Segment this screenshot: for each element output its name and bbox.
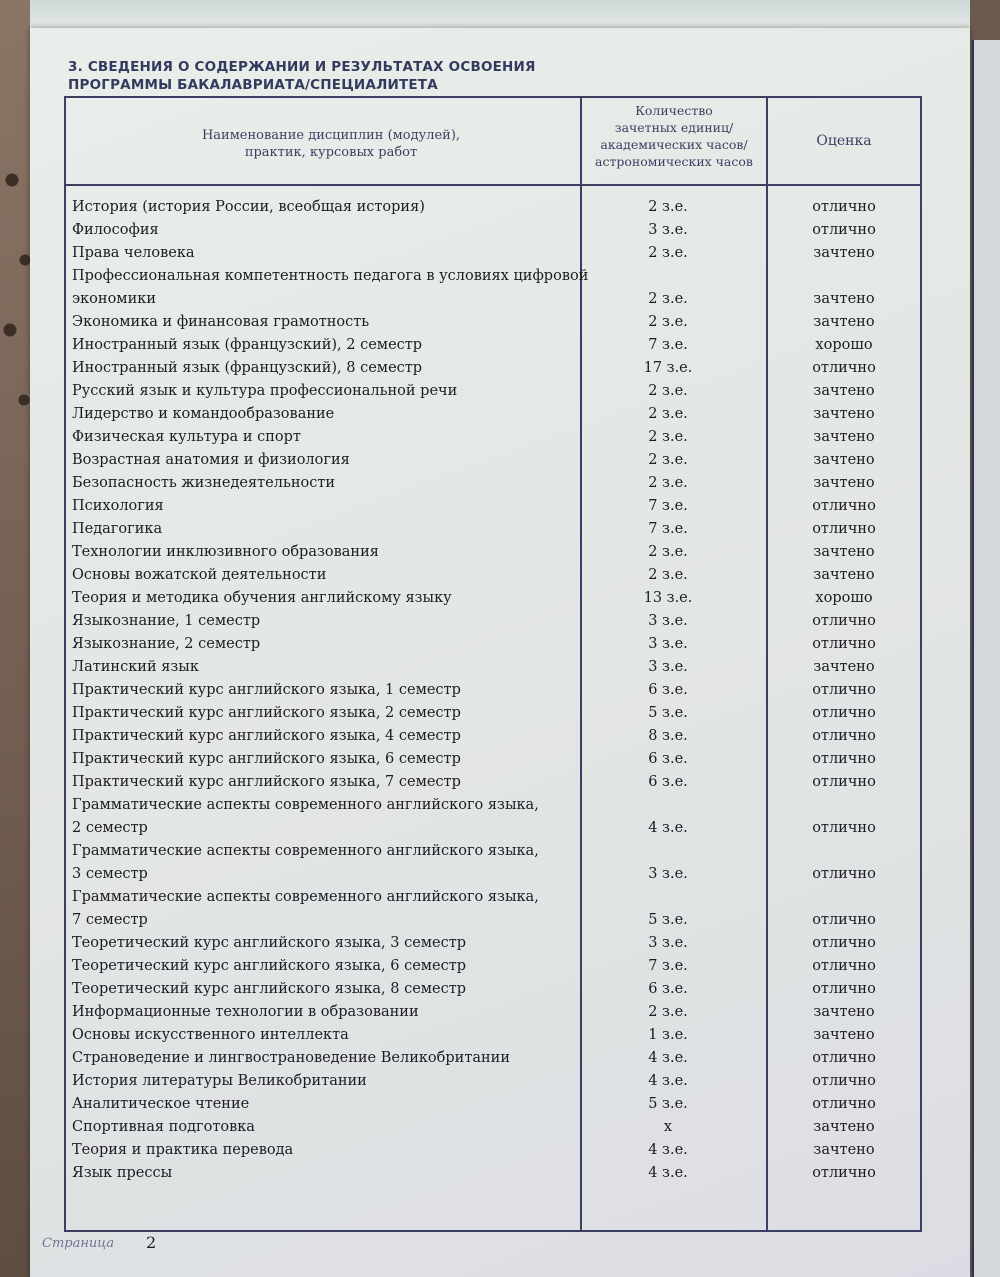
- credits-value: 2 з.е.: [648, 406, 688, 422]
- table-row: [64, 840, 922, 886]
- discipline-name-line1: Психология: [72, 498, 164, 514]
- discipline-name: [72, 978, 572, 1001]
- table-row: [64, 1070, 922, 1093]
- grade-value: зачтено: [813, 1119, 875, 1135]
- discipline-name: [72, 472, 572, 495]
- discipline-name-line1: Практический курс английского языка, 2 семестр: [72, 705, 461, 721]
- grade-value: хорошо: [815, 337, 873, 353]
- section-title-line1: 3. СВЕДЕНИЯ О СОДЕРЖАНИИ И РЕЗУЛЬТАТАХ ОСВОЕНИЯ: [68, 59, 536, 75]
- discipline-name: [72, 1070, 572, 1093]
- discipline-name: [72, 702, 572, 725]
- table-row: [64, 311, 922, 334]
- grade-value: зачтено: [813, 452, 875, 468]
- credits-value: 4 з.е.: [648, 820, 688, 836]
- discipline-name-line1: Грамматические аспекты современного английского языка,: [72, 889, 539, 905]
- grade-value: отлично: [812, 613, 876, 629]
- discipline-name: [72, 1001, 572, 1024]
- discipline-name: [72, 679, 572, 702]
- grade-value: отлично: [812, 521, 876, 537]
- discipline-name: [72, 219, 572, 242]
- table-row: [64, 518, 922, 541]
- grade-value: отлично: [812, 498, 876, 514]
- credits-value: 6 з.е.: [648, 774, 688, 790]
- credits-value: 7 з.е.: [648, 521, 688, 537]
- page-number: 2: [146, 1233, 157, 1252]
- table-row: [64, 334, 922, 357]
- discipline-name-line1: Физическая культура и спорт: [72, 429, 301, 445]
- grade-value: зачтено: [813, 1027, 875, 1043]
- discipline-name-line1: Профессиональная компетентность педагога в условиях цифровой: [72, 268, 589, 284]
- grade-value: зачтено: [813, 429, 875, 445]
- table-row: [64, 955, 922, 978]
- table-row: [64, 472, 922, 495]
- discipline-name-line1: Педагогика: [72, 521, 163, 537]
- discipline-name-line1: Практический курс английского языка, 6 семестр: [72, 751, 461, 767]
- discipline-name-line1: Основы искусственного интеллекта: [72, 1027, 349, 1043]
- credits-value: x: [663, 1119, 673, 1135]
- grade-value: отлично: [812, 981, 876, 997]
- discipline-name-line1: Философия: [72, 222, 159, 238]
- discipline-name: [72, 426, 572, 449]
- discipline-name: [72, 771, 572, 794]
- grade-value: отлично: [812, 935, 876, 951]
- discipline-name-line1: Аналитическое чтение: [72, 1096, 250, 1112]
- table-row: [64, 771, 922, 794]
- table-row: [64, 610, 922, 633]
- grade-value: отлично: [812, 705, 876, 721]
- discipline-name: [72, 1162, 572, 1185]
- grade-value: отлично: [812, 199, 876, 215]
- grade-value: зачтено: [813, 291, 875, 307]
- grade-value: отлично: [812, 866, 876, 882]
- credits-value: 7 з.е.: [648, 958, 688, 974]
- discipline-name-line1: Языкознание, 2 семестр: [72, 636, 261, 652]
- discipline-name: [72, 633, 572, 656]
- credits-value: 17 з.е.: [643, 360, 693, 376]
- table-row: [64, 1093, 922, 1116]
- discipline-name-line2: 3 семестр: [72, 866, 148, 882]
- table-row: [64, 1162, 922, 1185]
- credits-value: 3 з.е.: [648, 222, 688, 238]
- discipline-name-line1: Языкознание, 1 семестр: [72, 613, 261, 629]
- credits-value: 7 з.е.: [648, 337, 688, 353]
- grade-value: отлично: [812, 912, 876, 928]
- grade-value: отлично: [812, 1165, 876, 1181]
- discipline-name: [72, 196, 572, 219]
- credits-value: 6 з.е.: [648, 981, 688, 997]
- credits-value: 4 з.е.: [648, 1050, 688, 1066]
- discipline-name: [72, 242, 572, 265]
- discipline-name-line1: Права человека: [72, 245, 195, 261]
- discipline-name-line1: Практический курс английского языка, 4 семестр: [72, 728, 461, 744]
- discipline-name: [72, 380, 572, 403]
- grade-value: зачтено: [813, 406, 875, 422]
- grade-value: зачтено: [813, 245, 875, 261]
- discipline-name-line2: 2 семестр: [72, 820, 148, 836]
- table-row: [64, 1139, 922, 1162]
- grade-value: зачтено: [813, 475, 875, 491]
- grade-value: отлично: [812, 1050, 876, 1066]
- discipline-name-line1: Основы вожатской деятельности: [72, 567, 327, 583]
- discipline-name-line1: Русский язык и культура профессиональной речи: [72, 383, 458, 399]
- table-row: [64, 679, 922, 702]
- credits-value: 3 з.е.: [648, 613, 688, 629]
- grade-value: отлично: [812, 774, 876, 790]
- discipline-name: [72, 1047, 572, 1070]
- credits-value: 2 з.е.: [648, 291, 688, 307]
- discipline-name: [72, 886, 572, 932]
- table-row: [64, 886, 922, 932]
- table-row: [64, 403, 922, 426]
- table-row: [64, 1024, 922, 1047]
- credits-value: 2 з.е.: [648, 245, 688, 261]
- credits-value: 6 з.е.: [648, 682, 688, 698]
- discipline-name: [72, 1093, 572, 1116]
- grade-value: отлично: [812, 1096, 876, 1112]
- grade-value: зачтено: [813, 659, 875, 675]
- credits-value: 13 з.е.: [643, 590, 693, 606]
- discipline-name-line1: Спортивная подготовка: [72, 1119, 255, 1135]
- table-row: [64, 357, 922, 380]
- header-divider: [64, 184, 922, 186]
- header-grade-column: [768, 133, 920, 150]
- discipline-name: [72, 932, 572, 955]
- table-row: [64, 978, 922, 1001]
- credits-value: 8 з.е.: [648, 728, 688, 744]
- header-credits-line2: зачетных единиц/: [614, 120, 734, 135]
- table-row: [64, 702, 922, 725]
- discipline-name: [72, 265, 589, 311]
- table-row: [64, 656, 922, 679]
- credits-value: 4 з.е.: [648, 1165, 688, 1181]
- credits-value: 4 з.е.: [648, 1142, 688, 1158]
- discipline-name-line1: Язык прессы: [72, 1165, 173, 1181]
- credits-value: 2 з.е.: [648, 314, 688, 330]
- table-row: [64, 380, 922, 403]
- discipline-name: [72, 518, 572, 541]
- table-row: [64, 1001, 922, 1024]
- grade-value: отлично: [812, 222, 876, 238]
- discipline-name-line2: экономики: [72, 291, 156, 307]
- grade-value: отлично: [812, 636, 876, 652]
- discipline-name: [72, 1116, 572, 1139]
- table-row: [64, 748, 922, 771]
- discipline-name-line1: Лидерство и командообразование: [72, 406, 335, 422]
- discipline-name-line1: Грамматические аспекты современного английского языка,: [72, 843, 539, 859]
- header-name-column: [82, 127, 580, 161]
- grade-value: отлично: [812, 728, 876, 744]
- discipline-name-line1: Безопасность жизнедеятельности: [72, 475, 336, 491]
- grade-value: отлично: [812, 958, 876, 974]
- table-row: [64, 564, 922, 587]
- discipline-name: [72, 1024, 572, 1047]
- discipline-name: [72, 311, 572, 334]
- discipline-name-line1: Теоретический курс английского языка, 8 семестр: [72, 981, 467, 997]
- table-row: [64, 196, 922, 219]
- discipline-name-line1: История (история России, всеобщая история): [72, 199, 425, 215]
- discipline-name-line1: Теория и практика перевода: [72, 1142, 294, 1158]
- discipline-name-line1: Возрастная анатомия и физиология: [72, 452, 350, 468]
- section-title: [68, 58, 768, 94]
- grade-value: отлично: [812, 360, 876, 376]
- discipline-name: [72, 725, 572, 748]
- credits-value: 2 з.е.: [648, 429, 688, 445]
- discipline-name-line1: Иностранный язык (французский), 2 семестр: [72, 337, 423, 353]
- credits-value: 2 з.е.: [648, 452, 688, 468]
- table-row: [64, 587, 922, 610]
- grade-value: отлично: [812, 820, 876, 836]
- discipline-name: [72, 840, 572, 886]
- credits-value: 1 з.е.: [648, 1027, 688, 1043]
- table-row: [64, 541, 922, 564]
- table-row: [64, 426, 922, 449]
- credits-value: 5 з.е.: [648, 912, 688, 928]
- credits-value: 2 з.е.: [648, 567, 688, 583]
- credits-value: 2 з.е.: [648, 199, 688, 215]
- grade-value: отлично: [812, 682, 876, 698]
- grade-value: зачтено: [813, 314, 875, 330]
- discipline-name-line1: Теория и методика обучения английскому языку: [72, 590, 452, 606]
- credits-value: 7 з.е.: [648, 498, 688, 514]
- discipline-name-line2: 7 семестр: [72, 912, 148, 928]
- discipline-name-line1: Информационные технологии в образовании: [72, 1004, 419, 1020]
- credits-value: 2 з.е.: [648, 475, 688, 491]
- table-row: [64, 495, 922, 518]
- discipline-name-line1: Иностранный язык (французский), 8 семестр: [72, 360, 423, 376]
- adjacent-page-edge: [972, 40, 1000, 1277]
- table-row: [64, 219, 922, 242]
- discipline-name: [72, 587, 572, 610]
- discipline-name-line1: Грамматические аспекты современного английского языка,: [72, 797, 539, 813]
- credits-value: 2 з.е.: [648, 1004, 688, 1020]
- credits-value: 2 з.е.: [648, 544, 688, 560]
- discipline-name: [72, 495, 572, 518]
- grade-value: зачтено: [813, 544, 875, 560]
- discipline-name-line1: Экономика и финансовая грамотность: [72, 314, 370, 330]
- discipline-name-line1: Теоретический курс английского языка, 3 семестр: [72, 935, 467, 951]
- discipline-name: [72, 1139, 572, 1162]
- grade-value: отлично: [812, 1073, 876, 1089]
- table-row: [64, 242, 922, 265]
- discipline-name: [72, 564, 572, 587]
- discipline-name: [72, 610, 572, 633]
- table-row: [64, 449, 922, 472]
- table-row: [64, 725, 922, 748]
- table-row: [64, 794, 922, 840]
- grade-value: отлично: [812, 751, 876, 767]
- grade-value: зачтено: [813, 1142, 875, 1158]
- credits-value: 4 з.е.: [648, 1073, 688, 1089]
- discipline-name: [72, 403, 572, 426]
- discipline-name-line1: Страноведение и лингвострановедение Великобритании: [72, 1050, 510, 1066]
- credits-value: 3 з.е.: [648, 935, 688, 951]
- discipline-name: [72, 656, 572, 679]
- discipline-name-line1: Практический курс английского языка, 7 семестр: [72, 774, 461, 790]
- credits-value: 3 з.е.: [648, 636, 688, 652]
- header-name-line1: Наименование дисциплин (модулей),: [201, 128, 461, 143]
- discipline-name-line1: Теоретический курс английского языка, 6 семестр: [72, 958, 467, 974]
- discipline-name: [72, 955, 572, 978]
- discipline-name: [72, 334, 572, 357]
- discipline-name-line1: Латинский язык: [72, 659, 199, 675]
- discipline-name: [72, 357, 572, 380]
- grade-value: зачтено: [813, 567, 875, 583]
- credits-value: 3 з.е.: [648, 659, 688, 675]
- header-credits-line4: астрономических часов: [595, 154, 753, 169]
- discipline-name: [72, 748, 572, 771]
- table-row: [64, 633, 922, 656]
- table-row: [64, 1116, 922, 1139]
- table-row: [64, 932, 922, 955]
- paper-top-edge: [30, 0, 970, 30]
- discipline-name-line1: Практический курс английского языка, 1 семестр: [72, 682, 461, 698]
- credits-value: 5 з.е.: [648, 1096, 688, 1112]
- header-credits-line1: Количество: [635, 103, 713, 118]
- table-row: [64, 1047, 922, 1070]
- discipline-name: [72, 449, 572, 472]
- page-label: Страница: [42, 1236, 115, 1251]
- header-grade: Оценка: [816, 133, 872, 149]
- table-row: [64, 265, 922, 311]
- discipline-name-line1: История литературы Великобритании: [72, 1073, 367, 1089]
- header-credits-column: [582, 102, 766, 170]
- credits-value: 2 з.е.: [648, 383, 688, 399]
- discipline-name-line1: Технологии инклюзивного образования: [72, 544, 379, 560]
- credits-value: 3 з.е.: [648, 866, 688, 882]
- credits-value: 5 з.е.: [648, 705, 688, 721]
- section-title-line2: ПРОГРАММЫ БАКАЛАВРИАТА/СПЕЦИАЛИТЕТА: [68, 77, 438, 93]
- discipline-name: [72, 541, 572, 564]
- grade-value: зачтено: [813, 383, 875, 399]
- header-name-line2: практик, курсовых работ: [244, 145, 418, 160]
- grade-value: зачтено: [813, 1004, 875, 1020]
- header-credits-line3: академических часов/: [600, 137, 748, 152]
- discipline-name: [72, 794, 572, 840]
- grade-value: хорошо: [815, 590, 873, 606]
- credits-value: 6 з.е.: [648, 751, 688, 767]
